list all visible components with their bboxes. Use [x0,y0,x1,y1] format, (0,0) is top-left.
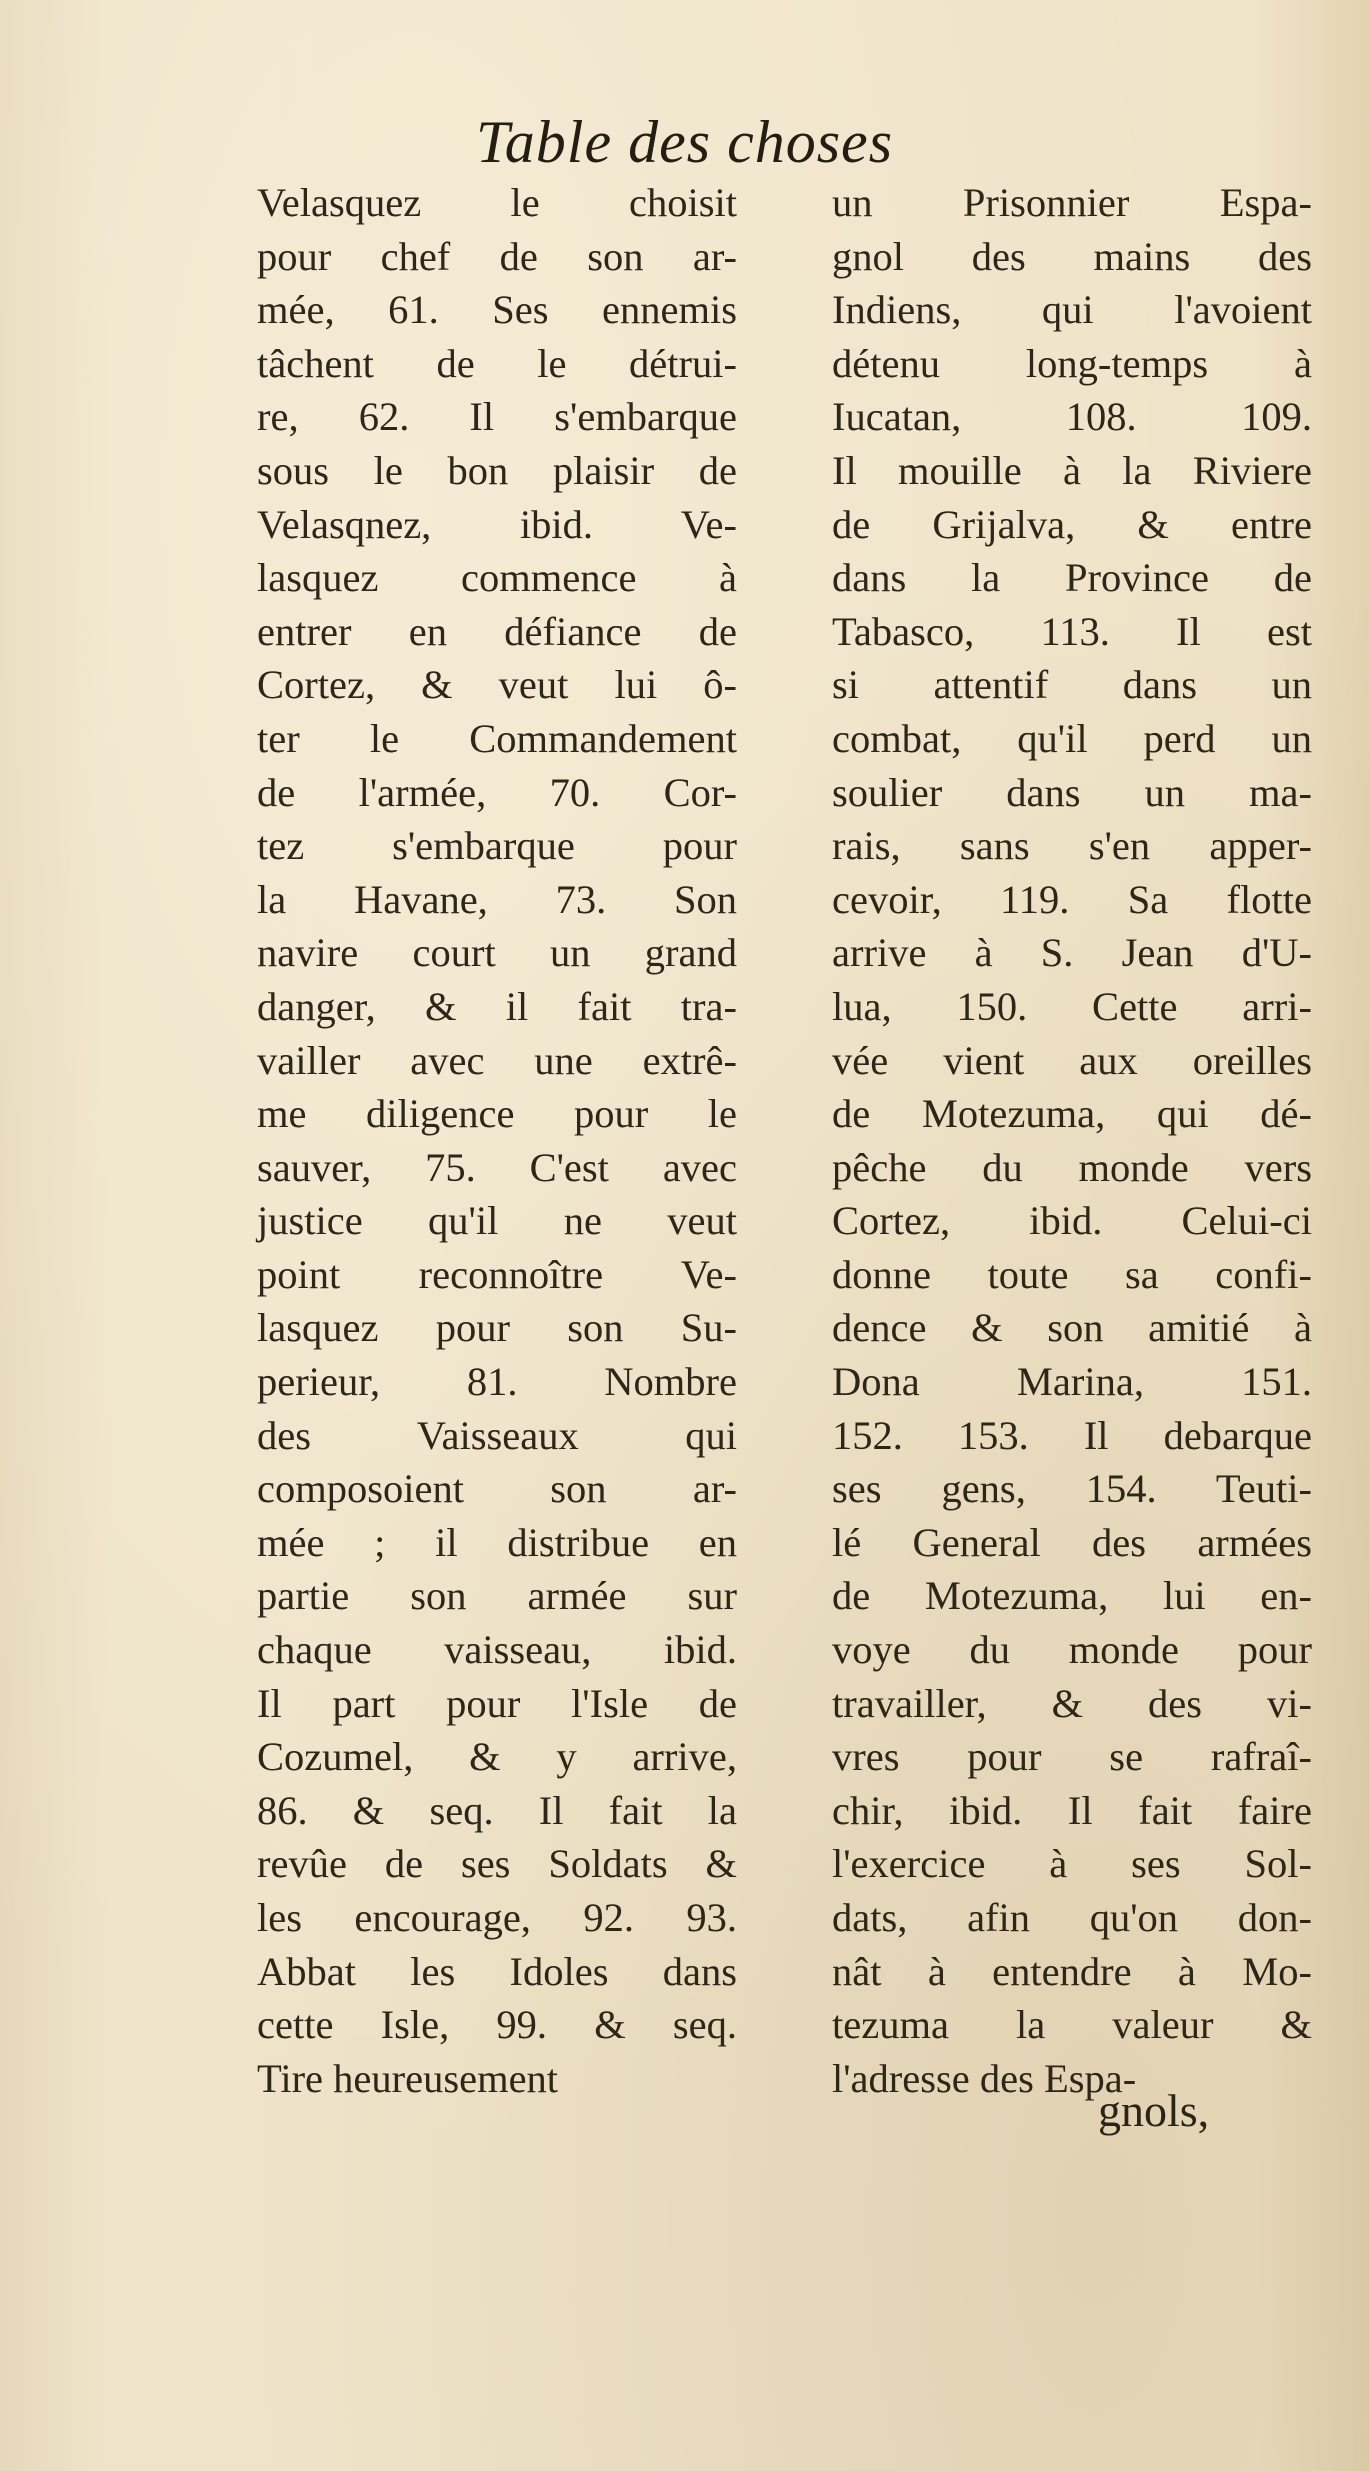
text-line: gnol des mains des [832,233,1312,279]
text-line: travailler, & des vi- [832,1680,1312,1726]
text-line: 86. & seq. Il fait la [257,1787,737,1833]
text-line: lasquez commence à [257,555,737,601]
text-line: Cortez, & veut lui ô- [257,662,737,708]
text-line: Iucatan, 108. 109. [832,394,1312,440]
text-line: chir, ibid. Il fait faire [832,1787,1312,1833]
text-line: Tire heureusement [257,2055,559,2101]
text-line: arrive à S. Jean d'U- [832,930,1312,976]
text-line: cette Isle, 99. & seq. [257,2002,737,2048]
text-line: vailler avec une extrê- [257,1037,737,1083]
text-line: partie son armée sur [257,1573,737,1619]
text-line: soulier dans un ma- [832,769,1312,815]
text-line: Abbat les Idoles dans [257,1948,737,1994]
text-line: combat, qu'il perd un [832,715,1312,761]
text-line: Velasqnez, ibid. Ve- [257,501,737,547]
text-line: sous le bon plaisir de [257,447,737,493]
text-line: 152. 153. Il debarque [832,1412,1312,1458]
text-line: danger, & il fait tra- [257,983,737,1029]
text-line: Indiens, qui l'avoient [832,287,1312,333]
text-line: point reconnoître Ve- [257,1251,737,1297]
text-line: mée, 61. Ses ennemis [257,287,737,333]
text-line: l'adresse des Espa- [832,2055,1137,2101]
text-line: tez s'embarque pour [257,823,737,869]
text-line: si attentif dans un [832,662,1312,708]
catchword: gnols, [1098,2085,1210,2136]
text-line: Velasquez le choisit [257,180,737,225]
text-line: la Havane, 73. Son [257,876,737,922]
text-line: tâchent de le détrui- [257,340,737,386]
text-line: pour chef de son ar- [257,233,737,279]
text-line: lé General des armées [832,1519,1312,1565]
text-line: lua, 150. Cette arri- [832,983,1312,1029]
text-line: sauver, 75. C'est avec [257,1144,737,1190]
left-column [257,176,737,2105]
text-line: entrer en défiance de [257,608,737,654]
text-line: nât à entendre à Mo- [832,1948,1312,1994]
text-line: l'exercice à ses Sol- [832,1841,1312,1887]
text-line: voye du monde pour [832,1627,1312,1673]
text-line: de l'armée, 70. Cor- [257,769,737,815]
text-line: Il mouille à la Riviere [832,447,1312,493]
text-line: perieur, 81. Nombre [257,1359,737,1405]
text-line: pêche du monde vers [832,1144,1312,1190]
text-line: mée ; il distribue en [257,1519,737,1565]
text-line: composoient son ar- [257,1466,737,1512]
running-title: Table des choses [475,109,894,175]
text-line: de Grijalva, & entre [832,501,1312,547]
text-line: revûe de ses Soldats & [257,1841,737,1887]
text-line: justice qu'il ne veut [257,1198,737,1244]
text-line: lasquez pour son Su- [257,1305,737,1351]
text-line: détenu long-temps à [832,340,1312,386]
text-line: Cortez, ibid. Celui-ci [832,1198,1312,1244]
text-line: dence & son amitié à [832,1305,1312,1351]
text-line: Dona Marina, 151. [832,1359,1312,1405]
text-line: rais, sans s'en apper- [832,823,1312,869]
text-line: dans la Province de [832,555,1312,601]
text-line: les encourage, 92. 93. [257,1895,737,1940]
text-line: dats, afin qu'on don- [832,1895,1312,1940]
text-line: un Prisonnier Espa- [832,180,1312,225]
text-line: me diligence pour le [257,1091,737,1137]
text-line: chaque vaisseau, ibid. [257,1627,737,1673]
text-line: Il part pour l'Isle de [257,1680,737,1726]
text-line: donne toute sa confi- [832,1251,1312,1297]
text-line: de Motezuma, lui en- [832,1573,1312,1619]
text-line: Cozumel, & y arrive, [257,1734,737,1780]
text-line: ses gens, 154. Teuti- [832,1466,1312,1512]
text-line: Tabasco, 113. Il est [832,608,1312,654]
right-column [832,176,1312,2105]
text-line: cevoir, 119. Sa flotte [832,876,1312,922]
text-line: ter le Commandement [257,715,737,761]
text-line: navire court un grand [257,930,737,976]
text-line: re, 62. Il s'embarque [257,394,737,440]
text-line: de Motezuma, qui dé- [832,1091,1312,1137]
text-line: des Vaisseaux qui [257,1412,737,1458]
text-line: vée vient aux oreilles [832,1037,1312,1083]
text-line: tezuma la valeur & [832,2002,1312,2048]
text-line: vres pour se rafraî- [832,1734,1312,1780]
